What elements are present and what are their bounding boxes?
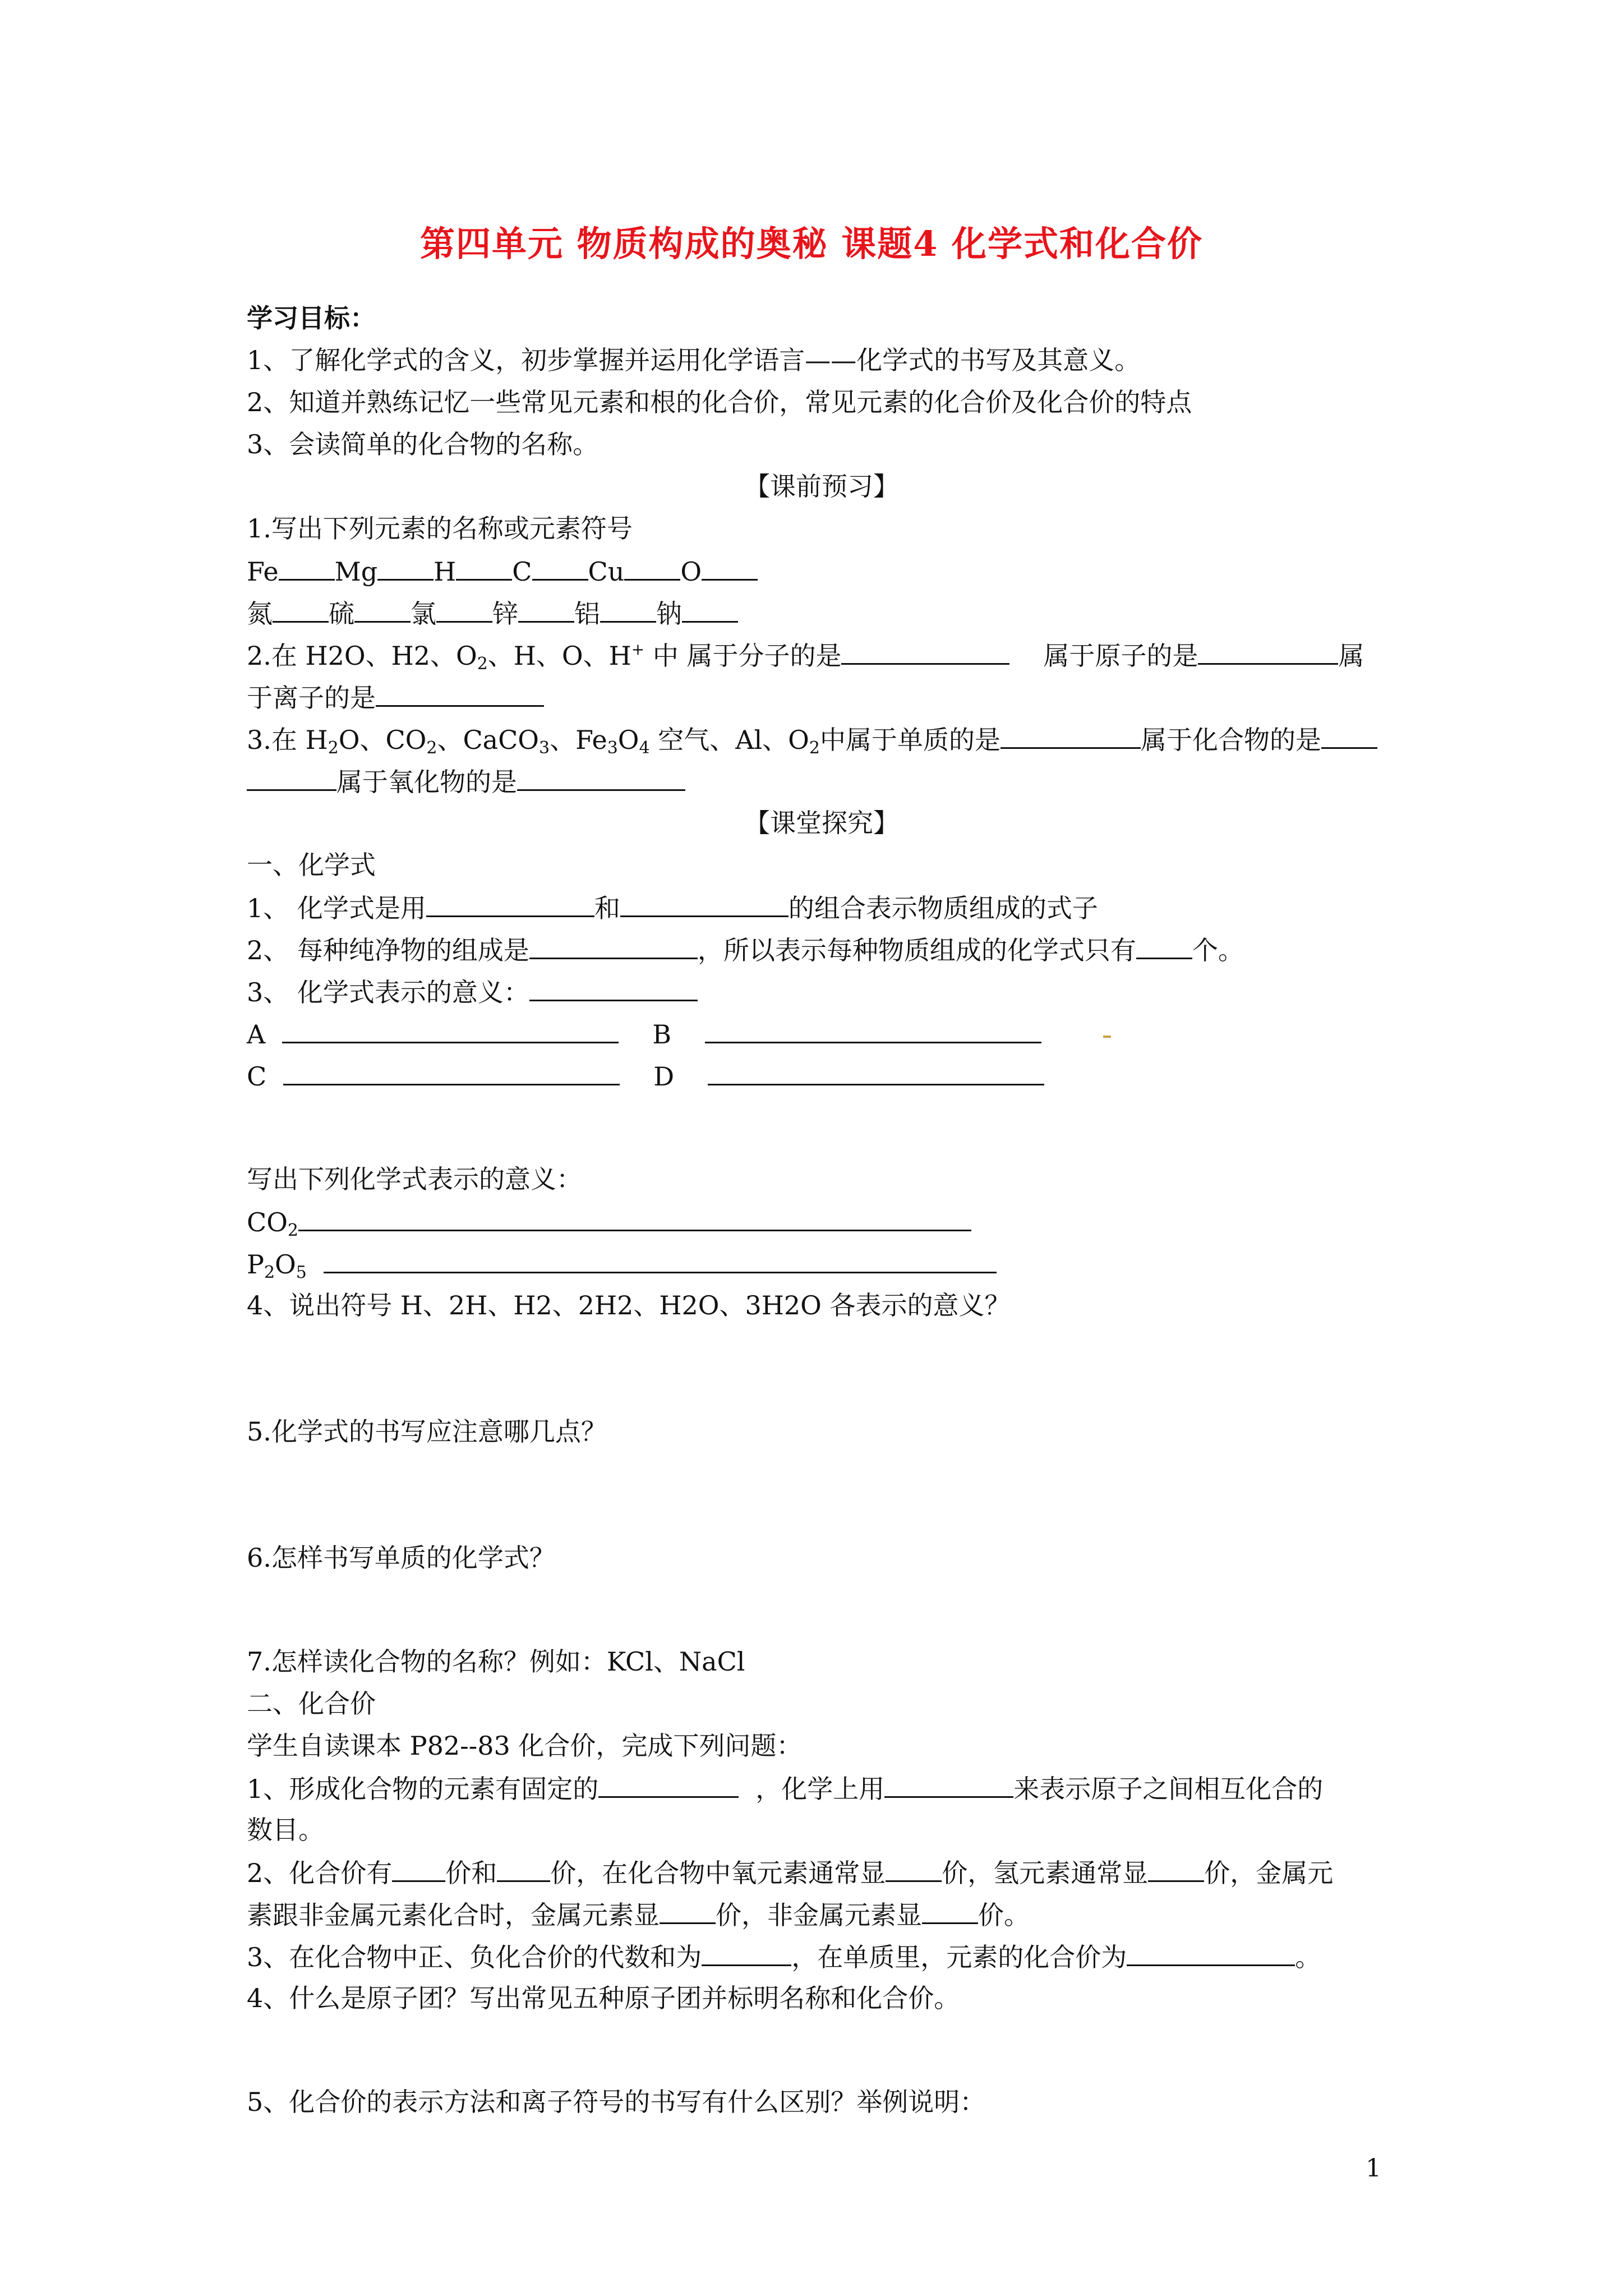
blank[interactable] bbox=[620, 886, 789, 917]
q3-text: O bbox=[617, 725, 639, 755]
item-text: 1、 化学式是用 bbox=[247, 893, 426, 923]
symbol-h: H bbox=[434, 556, 457, 587]
name-n: 氮 bbox=[247, 599, 273, 629]
q3-text: 属于氧化物的是 bbox=[336, 767, 517, 797]
blank[interactable] bbox=[354, 592, 411, 623]
item-text: 价，金属元 bbox=[1204, 1858, 1334, 1888]
explore-heading: 【课堂探究】 bbox=[744, 808, 899, 838]
name-al: 铝 bbox=[574, 599, 600, 629]
element-name-row bbox=[247, 592, 1396, 634]
item-text: ，化学上用 bbox=[755, 1774, 885, 1804]
name-na: 钠 bbox=[656, 599, 682, 629]
blank[interactable] bbox=[324, 1243, 997, 1273]
valence-item-2-cont bbox=[247, 1893, 1396, 1935]
item-text: 2、 每种纯净物的组成是 bbox=[247, 935, 529, 965]
q2-text: 属于原子的是 bbox=[1043, 641, 1198, 671]
subscript: 4 bbox=[639, 738, 650, 758]
section-valence: 二、化合价 bbox=[247, 1688, 376, 1719]
q2-text: 、H、O、H bbox=[487, 641, 631, 671]
blank[interactable] bbox=[708, 1055, 1044, 1085]
blank[interactable] bbox=[247, 760, 336, 791]
blank[interactable] bbox=[624, 550, 680, 581]
valence-item-5: 5、化合价的表示方法和离子符号的书写有什么区别？举例说明： bbox=[247, 2087, 986, 2117]
spacer bbox=[247, 1097, 1396, 1158]
preview-q3-cont bbox=[247, 760, 1396, 802]
q3-text: 、Fe bbox=[550, 725, 607, 755]
page-title: 第四单元 物质构成的奥秘 课题4 化学式和化合价 bbox=[420, 223, 1203, 264]
item-text: 1、形成化合物的元素有固定的 bbox=[247, 1774, 599, 1804]
page-number: 1 bbox=[1366, 2154, 1381, 2183]
question-5: 5.化学式的书写应注意哪几点？ bbox=[247, 1416, 607, 1447]
subscript: 2 bbox=[287, 1221, 299, 1240]
blank[interactable] bbox=[598, 1767, 739, 1798]
valence-item-2 bbox=[247, 1851, 1396, 1893]
blank[interactable] bbox=[1321, 718, 1377, 749]
q3-text: 空气、Al、O bbox=[649, 725, 809, 755]
blank[interactable] bbox=[1198, 634, 1338, 665]
item-text: 的组合表示物质组成的式子 bbox=[788, 893, 1098, 923]
valence-item-1 bbox=[247, 1767, 1396, 1809]
item-text: 来表示原子之间相互化合的 bbox=[1013, 1774, 1324, 1804]
symbol-o: O bbox=[680, 556, 702, 587]
blank[interactable] bbox=[392, 1851, 445, 1882]
blank[interactable] bbox=[1000, 718, 1141, 749]
q3-text: O、CO bbox=[338, 725, 427, 755]
q3-text: 属于化合物的是 bbox=[1140, 725, 1321, 755]
blank[interactable] bbox=[517, 760, 685, 791]
q2-text: 属 bbox=[1338, 641, 1364, 671]
subscript: 5 bbox=[296, 1263, 307, 1282]
blank[interactable] bbox=[922, 1893, 978, 1924]
question-7: 7.怎样读化合物的名称？例如：KCl、NaCl bbox=[247, 1646, 745, 1677]
item-text: 个。 bbox=[1192, 935, 1244, 965]
preview-q2-cont bbox=[247, 676, 1396, 718]
spacer bbox=[247, 1453, 1396, 1537]
symbol-mg: Mg bbox=[334, 556, 378, 587]
spacer bbox=[247, 2019, 1396, 2081]
item-text: ，在单质里，元素的化合价为 bbox=[791, 1942, 1127, 1972]
label-c: C bbox=[247, 1061, 267, 1092]
blank[interactable] bbox=[886, 1851, 942, 1882]
label-a: A bbox=[247, 1019, 266, 1050]
subscript: 3 bbox=[607, 738, 618, 758]
symbol-cu: Cu bbox=[588, 556, 625, 587]
q3-text: 3.在 H bbox=[247, 725, 328, 755]
preview-q3 bbox=[247, 718, 1396, 760]
subscript: 2 bbox=[264, 1263, 275, 1282]
question-6: 6.怎样书写单质的化学式？ bbox=[247, 1543, 555, 1573]
section-chemical-formula: 一、化学式 bbox=[247, 850, 376, 880]
goal-item: 3、会读简单的化合物的名称。 bbox=[247, 429, 599, 459]
q2-text: 中 属于分子的是 bbox=[644, 641, 842, 671]
item-text: 价，在化合物中氧元素通常显 bbox=[550, 1858, 886, 1888]
goals-heading: 学习目标： bbox=[247, 303, 376, 333]
explore-item-2 bbox=[247, 928, 1396, 970]
goal-item: 2、知道并熟练记忆一些常见元素和根的化合价，常见元素的化合价及化合价的特点 bbox=[247, 387, 1192, 417]
question-4: 4、说出符号 H、2H、H2、2H2、H2O、3H2O 各表示的意义？ bbox=[247, 1290, 1011, 1320]
meaning-row-ab bbox=[247, 1013, 1396, 1055]
formula: P bbox=[247, 1249, 264, 1280]
formula: O bbox=[275, 1249, 296, 1280]
q2-text: 于离子的是 bbox=[247, 683, 376, 713]
co2-row bbox=[247, 1200, 1396, 1243]
blank[interactable] bbox=[456, 550, 512, 581]
superscript: + bbox=[631, 640, 645, 659]
meaning-row-cd bbox=[247, 1055, 1396, 1097]
blank[interactable] bbox=[1136, 928, 1192, 959]
blank[interactable] bbox=[884, 1767, 1013, 1798]
blank[interactable] bbox=[705, 1013, 1041, 1043]
preview-heading: 【课前预习】 bbox=[744, 471, 899, 501]
preview-q1: 1.写出下列元素的名称或元素符号 bbox=[247, 513, 633, 544]
spacer bbox=[247, 1327, 1396, 1411]
blank[interactable] bbox=[436, 592, 492, 623]
q3-text: 中属于单质的是 bbox=[819, 725, 1000, 755]
blank[interactable] bbox=[529, 970, 698, 1001]
blank[interactable] bbox=[497, 1851, 550, 1882]
item-text: 3、 化学式表示的意义： bbox=[247, 977, 529, 1007]
blank[interactable] bbox=[702, 550, 758, 581]
item-text: 价。 bbox=[978, 1900, 1030, 1930]
subscript: 2 bbox=[328, 738, 339, 758]
valence-item-4: 4、什么是原子团？写出常见五种原子团并标明名称和化合价。 bbox=[247, 1983, 960, 2013]
blank[interactable] bbox=[518, 592, 574, 623]
element-symbol-row bbox=[247, 550, 1396, 592]
item-text: 价，非金属元素显 bbox=[716, 1900, 922, 1930]
blank[interactable] bbox=[273, 592, 329, 623]
item-text: 价，氢元素通常显 bbox=[942, 1858, 1149, 1888]
blank[interactable] bbox=[660, 1893, 716, 1924]
name-s: 硫 bbox=[329, 599, 354, 629]
label-d: D bbox=[653, 1061, 675, 1092]
item-text: 。 bbox=[1295, 1942, 1321, 1972]
blank[interactable] bbox=[282, 1013, 619, 1043]
subscript: 3 bbox=[538, 738, 550, 758]
blank[interactable] bbox=[283, 1055, 620, 1085]
symbol-c: C bbox=[512, 556, 532, 587]
subscript: 2 bbox=[809, 738, 820, 758]
blank[interactable] bbox=[841, 634, 1009, 665]
q3-text: 、CaCO bbox=[437, 725, 539, 755]
formula: CO bbox=[247, 1207, 288, 1237]
write-meaning-prompt: 写出下列化学式表示的意义： bbox=[247, 1164, 582, 1194]
explore-item-3 bbox=[247, 970, 1396, 1013]
blank[interactable] bbox=[529, 928, 698, 959]
self-read-instruction: 学生自读课本 P82--83 化合价，完成下列问题： bbox=[247, 1731, 803, 1761]
preview-q2 bbox=[247, 634, 1396, 676]
blank[interactable] bbox=[600, 592, 656, 623]
valence-item-3 bbox=[247, 1935, 1396, 1977]
name-zn: 锌 bbox=[492, 599, 518, 629]
blank[interactable] bbox=[532, 550, 588, 581]
item-text: 3、在化合物中正、负化合价的代数和为 bbox=[247, 1942, 702, 1972]
blank[interactable] bbox=[426, 886, 594, 917]
item-text: 和 bbox=[594, 893, 620, 923]
item-text: 2、化合价有 bbox=[247, 1858, 393, 1888]
name-cl: 氯 bbox=[411, 599, 436, 629]
blank[interactable] bbox=[298, 1200, 971, 1231]
blank[interactable] bbox=[702, 1935, 791, 1966]
blank[interactable] bbox=[376, 676, 544, 707]
p2o5-row bbox=[247, 1243, 1396, 1285]
worksheet-body bbox=[247, 297, 1396, 2123]
q2-text: 2.在 H2O、H2、O bbox=[247, 641, 477, 671]
subscript: 2 bbox=[426, 738, 437, 758]
item-text: 价和 bbox=[445, 1858, 497, 1888]
goal-item: 1、了解化学式的含义，初步掌握并运用化学语言——化学式的书写及其意义。 bbox=[247, 345, 1141, 375]
blank[interactable] bbox=[279, 550, 335, 581]
blank[interactable] bbox=[377, 550, 434, 581]
valence-item-1-cont: 数目。 bbox=[247, 1815, 324, 1845]
item-text: 素跟非金属元素化合时，金属元素显 bbox=[247, 1900, 660, 1930]
explore-item-1 bbox=[247, 886, 1396, 928]
label-b: B bbox=[652, 1019, 672, 1050]
symbol-fe: Fe bbox=[247, 556, 279, 587]
blank[interactable] bbox=[1127, 1935, 1295, 1966]
spacer bbox=[247, 1579, 1396, 1641]
stray-mark bbox=[1103, 1036, 1111, 1038]
item-text: ，所以表示每种物质组成的化学式只有 bbox=[697, 935, 1136, 965]
blank[interactable] bbox=[1148, 1851, 1204, 1882]
blank[interactable] bbox=[682, 592, 738, 623]
subscript: 2 bbox=[477, 654, 488, 674]
